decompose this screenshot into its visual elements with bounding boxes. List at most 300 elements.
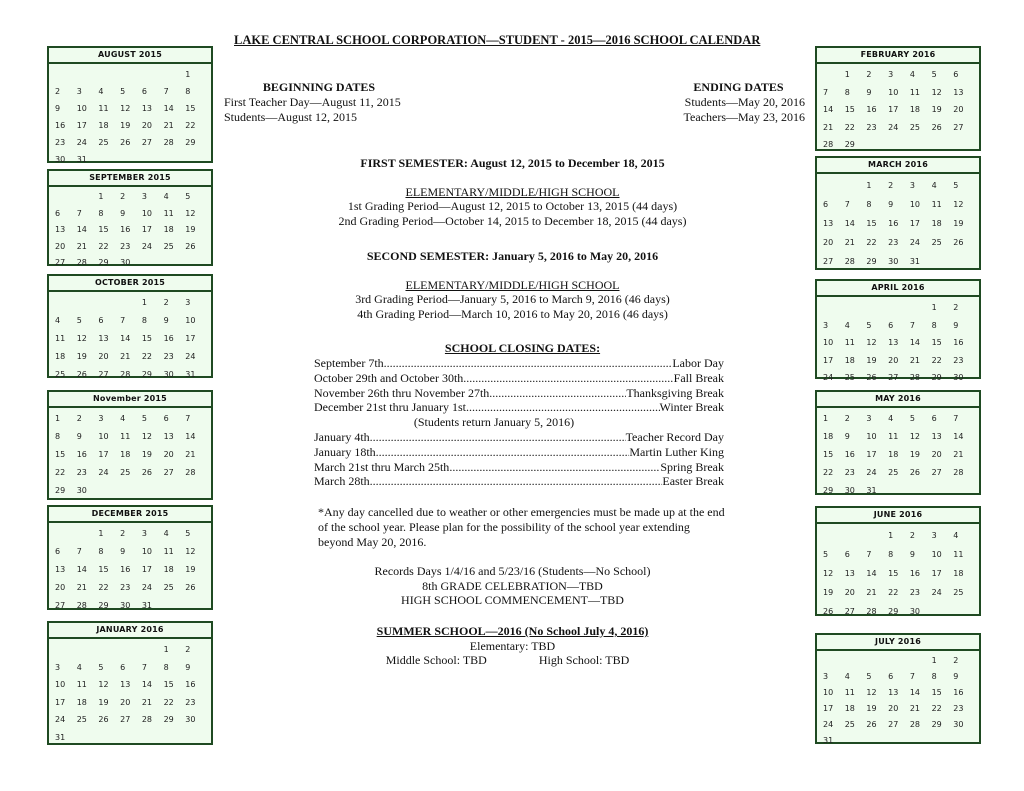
day-cell: 2 [76,414,82,423]
ending-dates-heading: ENDING DATES [693,80,784,94]
day-cell: 27 [141,138,153,147]
day-cell: 28 [76,601,87,610]
day-cell: 30 [953,373,964,382]
day-grid [49,292,211,384]
day-cell: 15 [163,680,174,689]
day-cell: 1 [163,645,169,654]
day-cell: 8 [185,87,191,96]
day-cell [823,176,845,195]
day-cell: 27 [931,468,942,477]
day-cell: 3 [823,320,829,330]
day-cell: 20 [55,241,66,251]
day-cell [823,66,845,84]
day-cell: 10 [98,432,109,441]
day-cell: 8 [931,672,937,681]
day-cell: 3 [76,87,82,96]
closing-date-row [314,460,724,475]
day-cell: 5 [866,320,872,330]
day-cell: 6 [98,316,104,325]
students-return-note: (Students return January 5, 2016) [413,415,575,430]
day-cell [910,653,932,669]
day-grid [817,651,979,749]
day-cell: 11 [55,334,66,343]
day-cell [142,641,164,659]
summer-elementary: Elementary: TBD [469,638,556,653]
day-cell: 7 [163,87,169,96]
day-cell: 15 [185,104,196,113]
month-title: DECEMBER 2015 [49,507,211,523]
month-title: JULY 2016 [817,635,979,651]
day-cell: 11 [909,87,921,97]
day-cell: 19 [120,121,131,130]
day-cell: 28 [823,140,834,149]
closing-event: Easter Break [662,474,724,489]
day-cell: 1 [55,414,61,423]
day-grid [817,64,979,154]
day-cell: 21 [141,697,153,707]
day-cell: 25 [163,241,174,251]
day-cell: 22 [931,704,942,713]
day-cell: 12 [909,432,921,441]
closing-date: March 28th [314,474,370,489]
day-cell: 25 [844,720,855,729]
day-cell: 27 [844,607,855,616]
day-cell [866,526,888,545]
closing-dates-heading: SCHOOL CLOSING DATES: [444,341,601,355]
day-cell: 5 [823,550,829,559]
day-cell: 31 [55,732,66,742]
day-cell [888,733,910,749]
day-cell: 7 [823,87,829,97]
day-cell [142,151,164,168]
day-cell: 4 [76,662,82,672]
day-cell: 22 [888,588,899,597]
day-cell [164,66,186,83]
day-cell: 26 [76,370,87,379]
day-cell: 24 [141,583,153,592]
day-cell: 18 [888,450,899,459]
day-cell: 23 [866,122,877,132]
day-cell: 27 [888,373,899,382]
day-cell: 16 [163,334,174,343]
day-cell: 15 [98,565,109,574]
day-cell: 21 [909,704,921,713]
day-cell: 15 [888,569,899,578]
hs-commencement: HIGH SCHOOL COMMENCEMENT—TBD [401,593,624,607]
day-cell: 4 [844,320,850,330]
day-grid [49,64,211,168]
day-cell [77,66,99,83]
day-cell: 17 [55,697,66,707]
month-calendar [815,506,981,616]
day-cell [98,294,120,312]
day-cell: 20 [888,355,899,365]
day-cell: 1 [888,531,894,540]
day-grid [49,523,211,615]
month-calendar [47,505,213,610]
day-cell: 17 [76,121,87,130]
day-cell: 30 [120,601,131,610]
month-title: FEBRUARY 2016 [817,48,979,64]
first-semester-subheading: ELEMENTARY/MIDDLE/HIGH SCHOOL [405,184,620,199]
month-calendar [815,279,981,382]
closing-date: November 26th thru November 27th [314,385,490,400]
closing-date: January 4th [314,429,370,444]
day-cell: 13 [98,334,109,343]
day-cell: 1 [844,70,850,79]
leader-dots [384,356,673,371]
day-cell: 10 [141,208,153,218]
day-cell: 30 [185,715,196,724]
day-cell: 13 [931,432,942,441]
day-cell [55,525,77,543]
day-cell: 9 [953,320,959,330]
day-cell: 20 [141,121,153,130]
day-cell: 27 [120,715,131,724]
grading-period: 4th Grading Period—March 10, 2016 to May 20, 2016 (46 days) [357,306,668,321]
day-cell [823,299,845,317]
day-cell: 27 [953,122,964,132]
day-cell: 16 [844,450,855,459]
day-cell: 10 [55,680,66,689]
day-cell: 25 [120,468,131,477]
day-cell: 18 [120,450,131,459]
day-cell: 28 [185,468,196,477]
day-cell [953,602,975,621]
day-cell [77,729,99,747]
day-cell: 17 [931,569,942,578]
day-cell: 3 [185,298,191,307]
day-cell: 17 [823,355,834,365]
day-cell: 16 [120,225,131,234]
day-cell: 1 [931,303,937,312]
day-cell: 13 [888,338,899,347]
day-cell: 8 [55,432,61,441]
day-cell: 24 [866,468,877,477]
day-cell [120,641,142,659]
day-cell: 22 [141,352,153,361]
month-title: MARCH 2016 [817,158,979,174]
day-cell: 5 [931,70,937,79]
day-cell [888,482,910,500]
day-cell: 24 [823,373,834,382]
day-cell [55,294,77,312]
day-cell: 23 [953,355,964,365]
day-cell: 15 [866,219,877,228]
day-cell [77,525,99,543]
day-cell: 16 [953,338,964,347]
day-cell: 21 [76,583,87,592]
day-cell: 21 [76,241,87,251]
day-cell: 18 [844,355,855,365]
summer-middle: Middle School: TBD [385,653,487,667]
records-days: Records Days 1/4/16 and 5/23/16 (Students—No School) [374,564,651,578]
day-cell: 5 [120,87,126,96]
day-cell: 18 [55,352,66,361]
closing-date: September 7th [314,356,384,370]
leader-dots [370,430,626,445]
day-cell: 15 [98,225,109,234]
day-cell: 9 [909,550,915,559]
closing-dates-list [314,356,724,489]
closing-date: January 18th [314,444,376,459]
day-cell: 28 [141,715,153,724]
day-cell: 27 [888,720,899,729]
month-title: SEPTEMBER 2015 [49,171,211,187]
day-cell: 7 [185,414,191,423]
day-cell [185,597,207,615]
day-cell: 5 [866,672,872,681]
day-cell: 9 [844,432,850,441]
leader-dots [463,371,673,386]
day-cell: 13 [55,565,66,574]
day-cell [888,299,910,317]
month-calendar [815,46,981,151]
day-cell: 1 [141,298,147,307]
day-cell: 13 [55,225,66,234]
day-cell: 24 [185,352,196,361]
grading-period: 3rd Grading Period—January 5, 2016 to March 9, 2016 (46 days) [355,292,670,306]
day-cell: 9 [55,104,61,113]
day-cell: 31 [76,155,87,164]
day-cell: 30 [163,370,174,379]
day-cell: 29 [141,370,153,379]
day-cell: 11 [163,547,174,556]
day-cell: 22 [98,583,109,592]
day-cell: 12 [866,338,877,347]
day-cell: 30 [120,258,131,267]
day-cell: 5 [76,316,82,325]
day-cell: 22 [185,121,196,130]
day-cell: 14 [909,688,921,697]
day-cell: 3 [141,192,147,201]
day-cell [845,653,867,669]
day-cell [120,729,142,747]
closing-event: Spring Break [660,459,724,474]
day-cell: 23 [953,704,964,713]
day-cell: 9 [185,662,191,672]
day-cell [164,597,186,615]
day-cell: 22 [55,468,66,477]
day-cell [888,653,910,669]
day-cell: 25 [844,373,855,382]
day-cell: 26 [953,238,964,247]
day-cell: 25 [98,138,109,147]
month-title: November 2015 [49,392,211,408]
day-cell: 1 [931,656,937,665]
day-cell: 2 [844,414,850,423]
closing-event: Winter Break [659,400,724,415]
day-cell: 6 [931,414,937,423]
day-cell: 8 [866,200,872,209]
day-cell: 13 [163,432,174,441]
day-cell: 17 [141,565,153,574]
day-cell [120,66,142,83]
day-cell: 4 [163,192,169,201]
day-cell: 20 [931,450,942,459]
day-cell: 19 [866,355,877,365]
day-cell: 4 [953,531,959,540]
day-cell: 28 [163,138,174,147]
month-calendar [815,390,981,495]
day-cell: 4 [931,181,937,190]
month-title: JUNE 2016 [817,508,979,524]
day-cell: 3 [98,414,104,423]
day-cell: 30 [844,486,855,495]
beginning-date-line: Students—August 12, 2015 [224,110,358,124]
day-cell: 3 [909,181,915,190]
day-cell: 5 [953,181,959,190]
day-cell: 23 [55,138,66,147]
day-cell: 23 [120,241,131,251]
day-cell: 29 [98,601,109,610]
day-cell: 5 [98,662,104,672]
day-grid [49,187,211,272]
day-cell: 2 [866,70,872,79]
day-cell: 17 [185,334,196,343]
day-cell: 7 [141,662,147,672]
summer-secondary [300,653,725,668]
day-cell [845,299,867,317]
day-cell: 7 [953,414,959,423]
day-cell: 14 [120,334,131,343]
day-cell: 7 [76,547,82,556]
day-cell [932,136,954,154]
beginning-dates-heading: BEGINNING DATES [262,80,376,94]
day-cell: 12 [120,104,131,113]
day-cell [932,733,954,749]
eighth-grade-celebration: 8th GRADE CELEBRATION—TBD [422,578,603,593]
day-cell: 10 [185,316,196,325]
day-cell: 25 [76,715,87,724]
month-title: JANUARY 2016 [49,623,211,639]
day-grid [817,408,979,500]
day-cell: 6 [120,662,126,672]
day-cell: 2 [953,656,959,665]
day-cell: 28 [909,720,921,729]
day-cell: 4 [55,316,61,325]
day-cell: 2 [888,181,894,190]
day-cell: 10 [888,87,899,97]
day-cell: 5 [185,192,191,201]
day-cell: 19 [76,352,87,361]
day-cell [953,733,975,749]
day-cell: 17 [823,704,834,713]
day-cell [77,294,99,312]
day-cell: 23 [888,238,899,247]
day-cell [953,136,975,154]
closing-date-row [314,445,724,460]
day-cell: 9 [866,87,872,97]
summer-high: High School: TBD [538,653,630,667]
day-cell: 1 [866,181,872,190]
day-cell: 28 [76,258,87,267]
day-cell: 15 [931,688,942,697]
day-cell: 29 [185,138,196,147]
day-grid [49,408,211,500]
day-cell [142,66,164,83]
day-cell: 19 [953,219,964,228]
day-cell: 19 [866,704,877,713]
day-cell: 27 [823,257,834,266]
day-cell: 2 [909,531,915,540]
day-cell: 6 [55,547,61,556]
day-cell: 26 [866,373,877,382]
day-cell: 23 [163,352,174,361]
day-cell [185,255,207,272]
second-semester-subheading: ELEMENTARY/MIDDLE/HIGH SCHOOL [405,277,620,292]
day-cell [866,653,888,669]
day-cell: 29 [98,258,109,267]
day-cell: 16 [909,569,921,578]
day-cell: 4 [120,414,126,423]
day-cell: 28 [909,373,921,382]
day-cell: 6 [888,320,894,330]
day-cell: 10 [931,550,942,559]
day-cell: 4 [163,529,169,538]
day-cell: 14 [866,569,877,578]
day-cell: 24 [55,715,66,724]
day-cell: 16 [76,450,87,459]
day-cell: 30 [888,257,899,266]
day-cell [910,733,932,749]
day-cell: 8 [98,208,104,218]
day-cell: 3 [823,672,829,681]
day-cell: 18 [909,105,921,114]
month-title: AUGUST 2015 [49,48,211,64]
day-cell: 16 [120,565,131,574]
day-cell: 21 [185,450,196,459]
day-cell: 12 [185,547,196,556]
day-cell [120,482,142,500]
day-cell [98,482,120,500]
day-cell: 22 [823,468,834,477]
summer-school-heading: SUMMER SCHOOL—2016 (No School July 4, 2016) [376,624,649,638]
day-cell: 16 [866,105,877,114]
day-cell: 12 [76,334,87,343]
day-cell: 26 [931,122,942,132]
day-cell: 16 [55,121,66,130]
day-cell: 13 [823,219,834,228]
day-cell: 28 [120,370,131,379]
day-cell: 26 [909,468,921,477]
day-cell [953,252,975,271]
day-cell [888,136,910,154]
closing-date-row [314,474,724,489]
day-cell: 10 [866,432,877,441]
day-cell: 9 [120,547,126,556]
ending-date-line: Teachers—May 23, 2016 [683,110,805,124]
day-cell: 25 [888,468,899,477]
day-cell: 10 [909,200,921,209]
day-cell: 11 [120,432,131,441]
day-cell: 20 [888,704,899,713]
day-cell: 23 [120,583,131,592]
day-cell: 27 [98,370,109,379]
day-cell: 7 [909,672,915,681]
day-cell: 21 [844,238,855,247]
beginning-date-line: First Teacher Day—August 11, 2015 [224,95,401,109]
ending-date-line: Students—May 20, 2016 [684,95,805,109]
day-grid [49,639,211,746]
day-cell: 29 [931,373,942,382]
day-cell: 6 [823,200,829,209]
day-cell [142,729,164,747]
day-cell: 6 [141,87,147,96]
day-cell: 19 [823,588,834,597]
leader-dots [449,460,660,475]
day-cell: 20 [98,352,109,361]
